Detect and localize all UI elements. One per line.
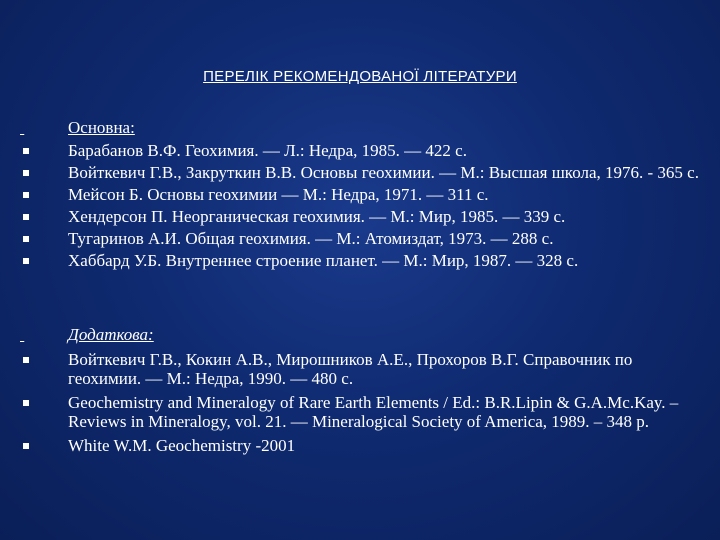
list-item-text: Мейсон Б. Основы геохимии — М.: Недра, 1971. — 311 с. bbox=[68, 185, 489, 204]
list-item bbox=[20, 251, 700, 270]
bullet-icon bbox=[23, 170, 29, 176]
section-heading-main bbox=[20, 118, 135, 138]
bullet-icon bbox=[23, 236, 29, 242]
bullet-icon bbox=[23, 443, 29, 449]
list-item bbox=[20, 350, 700, 388]
list-item-text: Тугаринов А.И. Общая геохимия. — М.: Атомиздат, 1973. — 288 с. bbox=[68, 229, 554, 248]
list-item-text: Хаббард У.Б. Внутреннее строение планет. — М.: Мир, 1987. — 328 с. bbox=[68, 251, 579, 270]
list-item-text: Хендерсон П. Неорганическая геохимия. — М.: Мир, 1985. — 339 с. bbox=[68, 207, 566, 226]
list-item-text: Войткевич Г.В., Кокин А.В., Мирошников А.Е., Прохоров В.Г. Справочник по геохимии. — М.: Недра, 1990. — 480 с. bbox=[68, 350, 633, 388]
main-literature-list bbox=[20, 141, 700, 273]
list-item bbox=[20, 393, 700, 431]
bullet-icon bbox=[23, 214, 29, 220]
section-heading-additional-label: Додаткова: bbox=[68, 325, 154, 344]
list-item-text: Войткевич Г.В., Закруткин В.В. Основы геохимии. — М.: Высшая школа, 1976. - 365 с. bbox=[68, 163, 699, 182]
list-item bbox=[20, 163, 700, 182]
list-item-text: Geochemistry and Mineralogy of Rare Earth Elements / Ed.: B.R.Lipin & G.A.Mc.Kay. – Reviews in Mineralogy, vol. 21. — Mineralogical Society of America, 1989. – 348 p. bbox=[68, 393, 679, 431]
heading-indent bbox=[20, 325, 68, 345]
page-title: ПЕРЕЛІК РЕКОМЕНДОВАНОЇ ЛІТЕРАТУРИ bbox=[203, 68, 517, 85]
bullet-icon bbox=[23, 400, 29, 406]
bullet-icon bbox=[23, 192, 29, 198]
additional-literature-list bbox=[20, 350, 700, 460]
list-item bbox=[20, 436, 700, 455]
list-item bbox=[20, 207, 700, 226]
section-heading-main-label: Основна: bbox=[68, 118, 135, 137]
bullet-icon bbox=[23, 258, 29, 264]
list-item-text: White W.M. Geochemistry -2001 bbox=[68, 436, 296, 455]
heading-indent bbox=[20, 118, 68, 138]
bullet-icon bbox=[23, 148, 29, 154]
list-item bbox=[20, 185, 700, 204]
section-heading-additional bbox=[20, 325, 154, 345]
list-item bbox=[20, 141, 700, 160]
bullet-icon bbox=[23, 357, 29, 363]
list-item-text: Барабанов В.Ф. Геохимия. — Л.: Недра, 1985. — 422 с. bbox=[68, 141, 467, 160]
list-item bbox=[20, 229, 700, 248]
